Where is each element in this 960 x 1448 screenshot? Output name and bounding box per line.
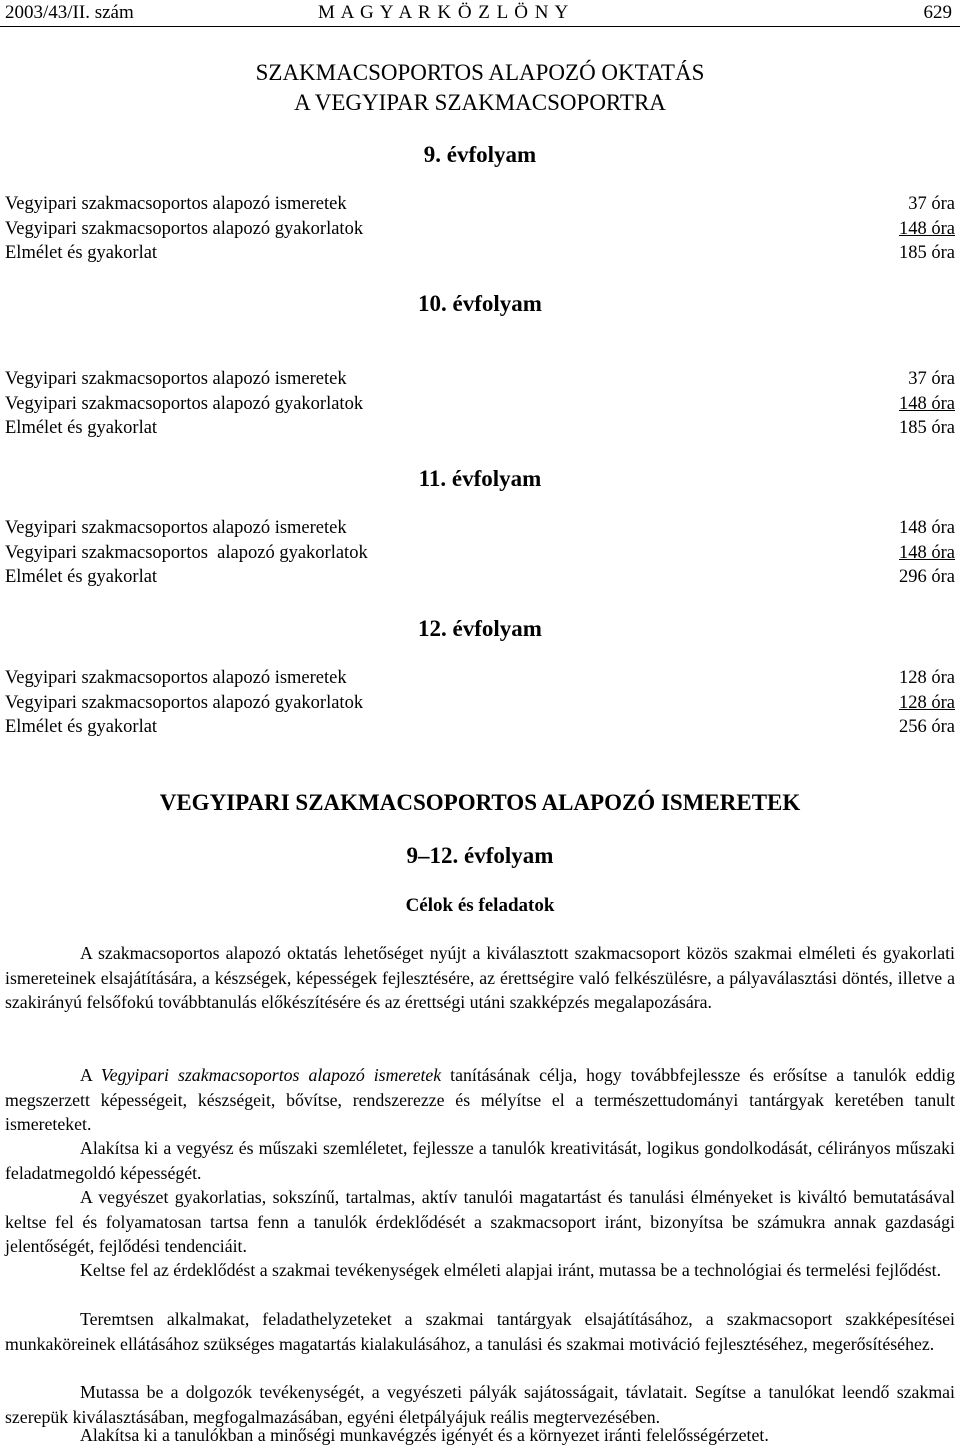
table-row — [5, 565, 955, 590]
row-hours: 256 óra — [899, 717, 955, 737]
row-label: Elmélet és gyakorlat — [5, 717, 158, 737]
year-9-table — [5, 192, 955, 266]
row-label: Vegyipari szakmacsoportos alapozó ismeretek — [5, 194, 347, 214]
row-hours: 148 óra — [899, 542, 955, 563]
paragraph-8: Alakítsa ki a tanulókban a minőségi munkavégzés igényét és a környezet iránti felelősségérzetet. — [80, 1425, 769, 1445]
paragraph-aim-pre: A — [80, 1065, 101, 1085]
table-row — [5, 192, 955, 217]
row-hours: 37 óra — [908, 369, 955, 389]
table-row — [5, 217, 955, 242]
paragraph-aim-post: tanításának célja, hogy továbbfejlessze és erősítse a tanulók eddig megszerzett képességeit, készségeit, bővítse, rendszerezze és mélyítse el a természettudományi tantárgyak keretében tanult ismereteket. — [5, 1065, 955, 1134]
table-row — [5, 516, 955, 541]
year-heading-9: 9. évfolyam — [423, 142, 537, 167]
table-row — [5, 367, 955, 392]
row-label: Vegyipari szakmacsoportos alapozó gyakorlatok — [5, 393, 364, 414]
paragraph-6: Teremtsen alkalmakat, feladathelyzeteket a szakmai tantárgyak elsajátításához, a szakmacsoport szakképesítései munkaköreinek ellátásához szükséges magatartás kialakulásához, a tanulási és szakmai motiváció fejlesztéséhez, megerősítéséhez. — [5, 1309, 955, 1354]
row-hours: 185 óra — [899, 243, 955, 263]
row-label: Elmélet és gyakorlat — [5, 567, 158, 587]
table-row — [5, 392, 955, 417]
row-hours: 148 óra — [899, 393, 955, 414]
year-heading-12: 12. évfolyam — [418, 616, 542, 641]
row-label: Vegyipari szakmacsoportos alapozó gyakorlatok — [5, 542, 368, 563]
paragraph-intro: A szakmacsoportos alapozó oktatás lehetőséget nyújt a kiválasztott szakmacsoport közös szakmai elméleti és gyakorlati ismereteinek elsajátítására, a készségek, képességek fejlesztésére, az érettségire való felkészülésre, a pályaválasztási döntés, illetve a szakirányú felsőfokú továbbtanulás előkészítésére és az érettségi utáni szakképzés megalapozására. — [5, 943, 955, 1012]
section-years: 9–12. évfolyam — [406, 843, 554, 868]
issue-number: 2003/43/II. szám — [5, 2, 134, 23]
row-hours: 128 óra — [899, 692, 955, 713]
main-title-line-2: A VEGYIPAR SZAKMACSOPORTRA — [294, 90, 666, 115]
row-label: Vegyipari szakmacsoportos alapozó ismeretek — [5, 369, 347, 389]
year-11-table — [5, 516, 955, 590]
section-subtitle: Célok és feladatok — [405, 895, 555, 916]
paragraph-aim — [5, 1063, 955, 1137]
paragraph-4: A vegyészet gyakorlatias, sokszínű, tartalmas, aktív tanulói magatartást és tanulási élményeket is kiváltó bemutatásával keltse fel és folyamatosan tartsa fenn a tanulók érdeklődését a szakmacsoport iránt, bizonyítsa be számukra annak gazdasági jelentőségét, fejlődési tendenciáit. — [5, 1187, 955, 1256]
row-hours: 148 óra — [899, 218, 955, 239]
subject-name: Vegyipari szakmacsoportos alapozó ismeretek — [100, 1065, 442, 1085]
row-hours: 148 óra — [899, 518, 955, 538]
row-hours: 185 óra — [899, 418, 955, 438]
main-title-line-1: SZAKMACSOPORTOS ALAPOZÓ OKTATÁS — [255, 60, 705, 85]
page-header — [0, 2, 960, 27]
row-hours: 128 óra — [899, 668, 955, 688]
year-10-table — [5, 367, 955, 441]
row-label: Vegyipari szakmacsoportos alapozó gyakorlatok — [5, 692, 364, 713]
paragraph-3: Alakítsa ki a vegyész és műszaki szemléletet, fejlessze a tanulók kreativitását, logikus gondolkodását, célirányos műszaki feladatmegoldó képességét. — [5, 1138, 955, 1183]
table-row — [5, 715, 955, 740]
row-label: Elmélet és gyakorlat — [5, 418, 158, 438]
paragraph-7: Mutassa be a dolgozók tevékenységét, a vegyészeti pályák sajátosságait, távlatait. Segítse a tanulókat leendő szakmai szerepük kiválasztásában, megfogalmazásában, egyéni életpályájuk reális megtervezésében. — [5, 1382, 955, 1427]
table-row — [5, 691, 955, 716]
row-label: Vegyipari szakmacsoportos alapozó gyakorlatok — [5, 218, 364, 239]
row-label: Vegyipari szakmacsoportos alapozó ismeretek — [5, 518, 347, 538]
table-row — [5, 666, 955, 691]
section-title: VEGYIPARI SZAKMACSOPORTOS ALAPOZÓ ISMERETEK — [159, 790, 801, 815]
journal-title: M A G Y A R K Ö Z L Ö N Y — [318, 2, 570, 23]
table-row — [5, 241, 955, 266]
year-heading-10: 10. évfolyam — [418, 291, 542, 316]
table-row — [5, 541, 955, 566]
page-number: 629 — [923, 2, 952, 23]
row-label: Vegyipari szakmacsoportos alapozó ismeretek — [5, 668, 347, 688]
paragraph-5: Keltse fel az érdeklődést a szakmai tevékenységek elméleti alapjai iránt, mutassa be a technológiai és termelési fejlődést. — [80, 1260, 942, 1280]
row-hours: 296 óra — [899, 567, 955, 587]
row-label: Elmélet és gyakorlat — [5, 243, 158, 263]
row-hours: 37 óra — [908, 194, 955, 214]
year-heading-11: 11. évfolyam — [418, 466, 542, 491]
table-row — [5, 416, 955, 441]
year-12-table — [5, 666, 955, 740]
